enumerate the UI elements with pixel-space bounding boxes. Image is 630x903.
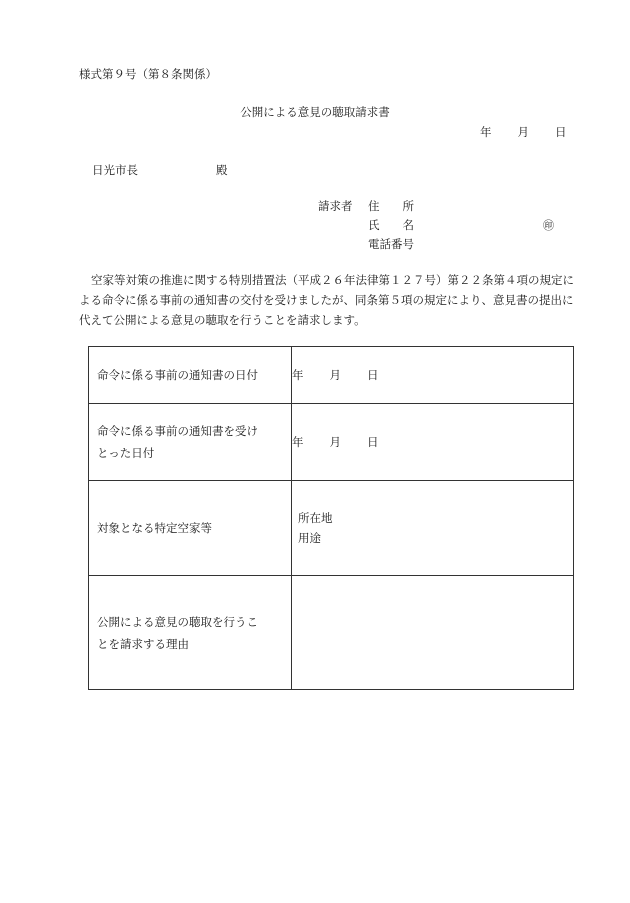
table-row [89,404,574,481]
form-number: 様式第９号（第８条関係） [79,67,217,81]
submission-date [480,124,567,140]
notice-day-label: 日 [367,368,379,382]
target-property-label [89,481,292,576]
table-row [89,481,574,576]
receipt-date-label [89,404,292,481]
notice-date-label [89,347,292,404]
receipt-date-label-line2: とった日付 [97,446,155,460]
table-row [89,576,574,690]
table-row [89,347,574,404]
seal-mark: ㊞ [543,219,554,232]
name-label: 氏 名 [368,218,414,232]
target-property-label-text: 対象となる特定空家等 [97,521,212,535]
reason-label-line1: 公開による意見の聴取を行うこ [97,614,258,629]
notice-date-value[interactable] [292,347,574,404]
date-day-label: 日 [555,125,567,139]
addressee-name: 日光市長 [92,163,138,177]
addressee-honorific: 殿 [216,163,228,177]
location-label: 所在地 [298,511,333,525]
requester-label: 請求者 [318,199,353,213]
reason-value[interactable] [292,576,574,690]
notice-date-label-text: 命令に係る事前の通知書の日付 [97,368,258,382]
phone-label: 電話番号 [368,237,414,251]
notice-month-label: 月 [329,368,341,382]
reason-label-line2: とを請求する理由 [97,636,189,651]
page-title: 公開による意見の聴取請求書 [240,105,390,119]
target-property-value[interactable] [292,481,574,576]
address-label: 住 所 [368,199,414,213]
receipt-year-label: 年 [292,435,304,449]
receipt-date-label-line1: 命令に係る事前の通知書を受け [97,424,258,438]
request-statement: 空家等対策の推進に関する特別措置法（平成２６年法律第１２７号）第２２条第４項の規定による命令に係る事前の通知書の交付を受けましたが、同条第５項の規定により、意見書の提出に代えて公開による意見の聴取を行うことを請求します。 [79,273,574,327]
notice-year-label: 年 [292,368,304,382]
requester-block [318,198,578,258]
receipt-date-value[interactable] [292,404,574,481]
receipt-day-label: 日 [367,435,379,449]
usage-label: 用途 [298,531,321,545]
request-details-table [88,346,574,690]
date-month-label: 月 [517,125,529,139]
reason-label [89,576,292,690]
receipt-month-label: 月 [329,435,341,449]
date-year-label: 年 [480,125,492,139]
addressee [92,162,228,178]
